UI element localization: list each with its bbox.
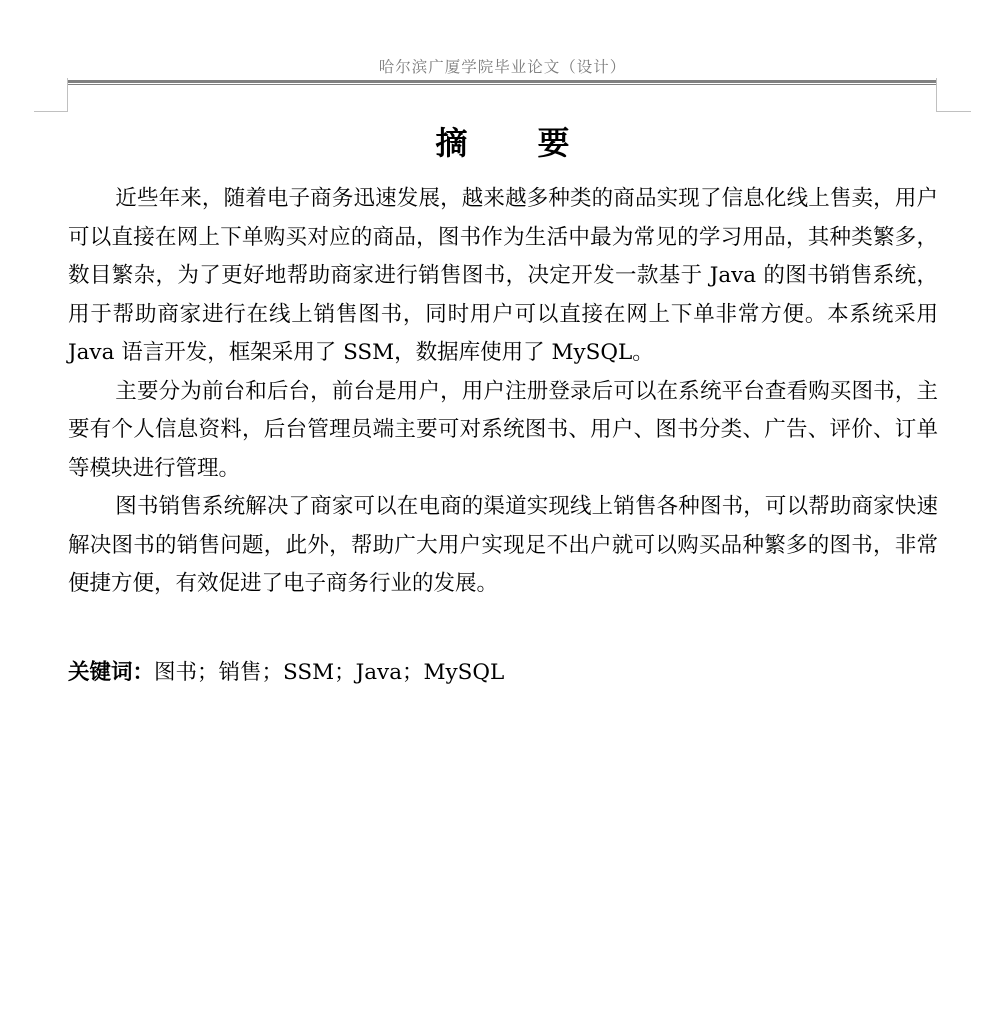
abstract-paragraph-3: 图书销售系统解决了商家可以在电商的渠道实现线上销售各种图书，可以帮助商家快速解决图书的销售问题，此外，帮助广大用户实现足不出户就可以购买品种繁多的图书，非常便捷方便，有效促进了电子商务行业的发展。 (68, 494, 938, 596)
title-char-2: 要 (537, 124, 570, 162)
keywords-line (68, 654, 938, 692)
margin-corner-right-vertical (936, 78, 937, 112)
margin-corner-right-horizontal (937, 111, 971, 112)
abstract-paragraph-2: 主要分为前台和后台，前台是用户，用户注册登录后可以在系统平台查看购买图书，主要有个人信息资料，后台管理员端主要可对系统图书、用户、图书分类、广告、评价、订单等模块进行管理。 (68, 378, 938, 481)
keywords-label: 关键词： (68, 660, 155, 685)
abstract-paragraph-1: 近些年来，随着电子商务迅速发展，越来越多种类的商品实现了信息化线上售卖，用户可以直接在网上下单购买对应的商品，图书作为生活中最为常见的学习用品，其种类繁多，数目繁杂，为了更好地帮助商家进行销售图书，决定开发一款基于 Java 的图书销售系统，用于帮助商家进行在线上销售图书，同时用户可以直接在网上下单非常方便。本系统采用 Java 语言开发，框架采用了 SSM，数据库使用了 MySQL。 (68, 186, 938, 365)
page-header: 哈尔滨广厦学院毕业论文（设计） (378, 58, 627, 76)
margin-corner-left-horizontal (34, 111, 68, 112)
page-title (0, 120, 1005, 166)
margin-corner-left-vertical (67, 78, 68, 112)
header-rule-thin (67, 84, 937, 85)
keywords-value: 图书；销售；SSM；Java；MySQL (154, 660, 505, 685)
title-char-1: 摘 (435, 124, 468, 162)
header-rule-thick (67, 80, 937, 83)
abstract-body (68, 180, 938, 604)
